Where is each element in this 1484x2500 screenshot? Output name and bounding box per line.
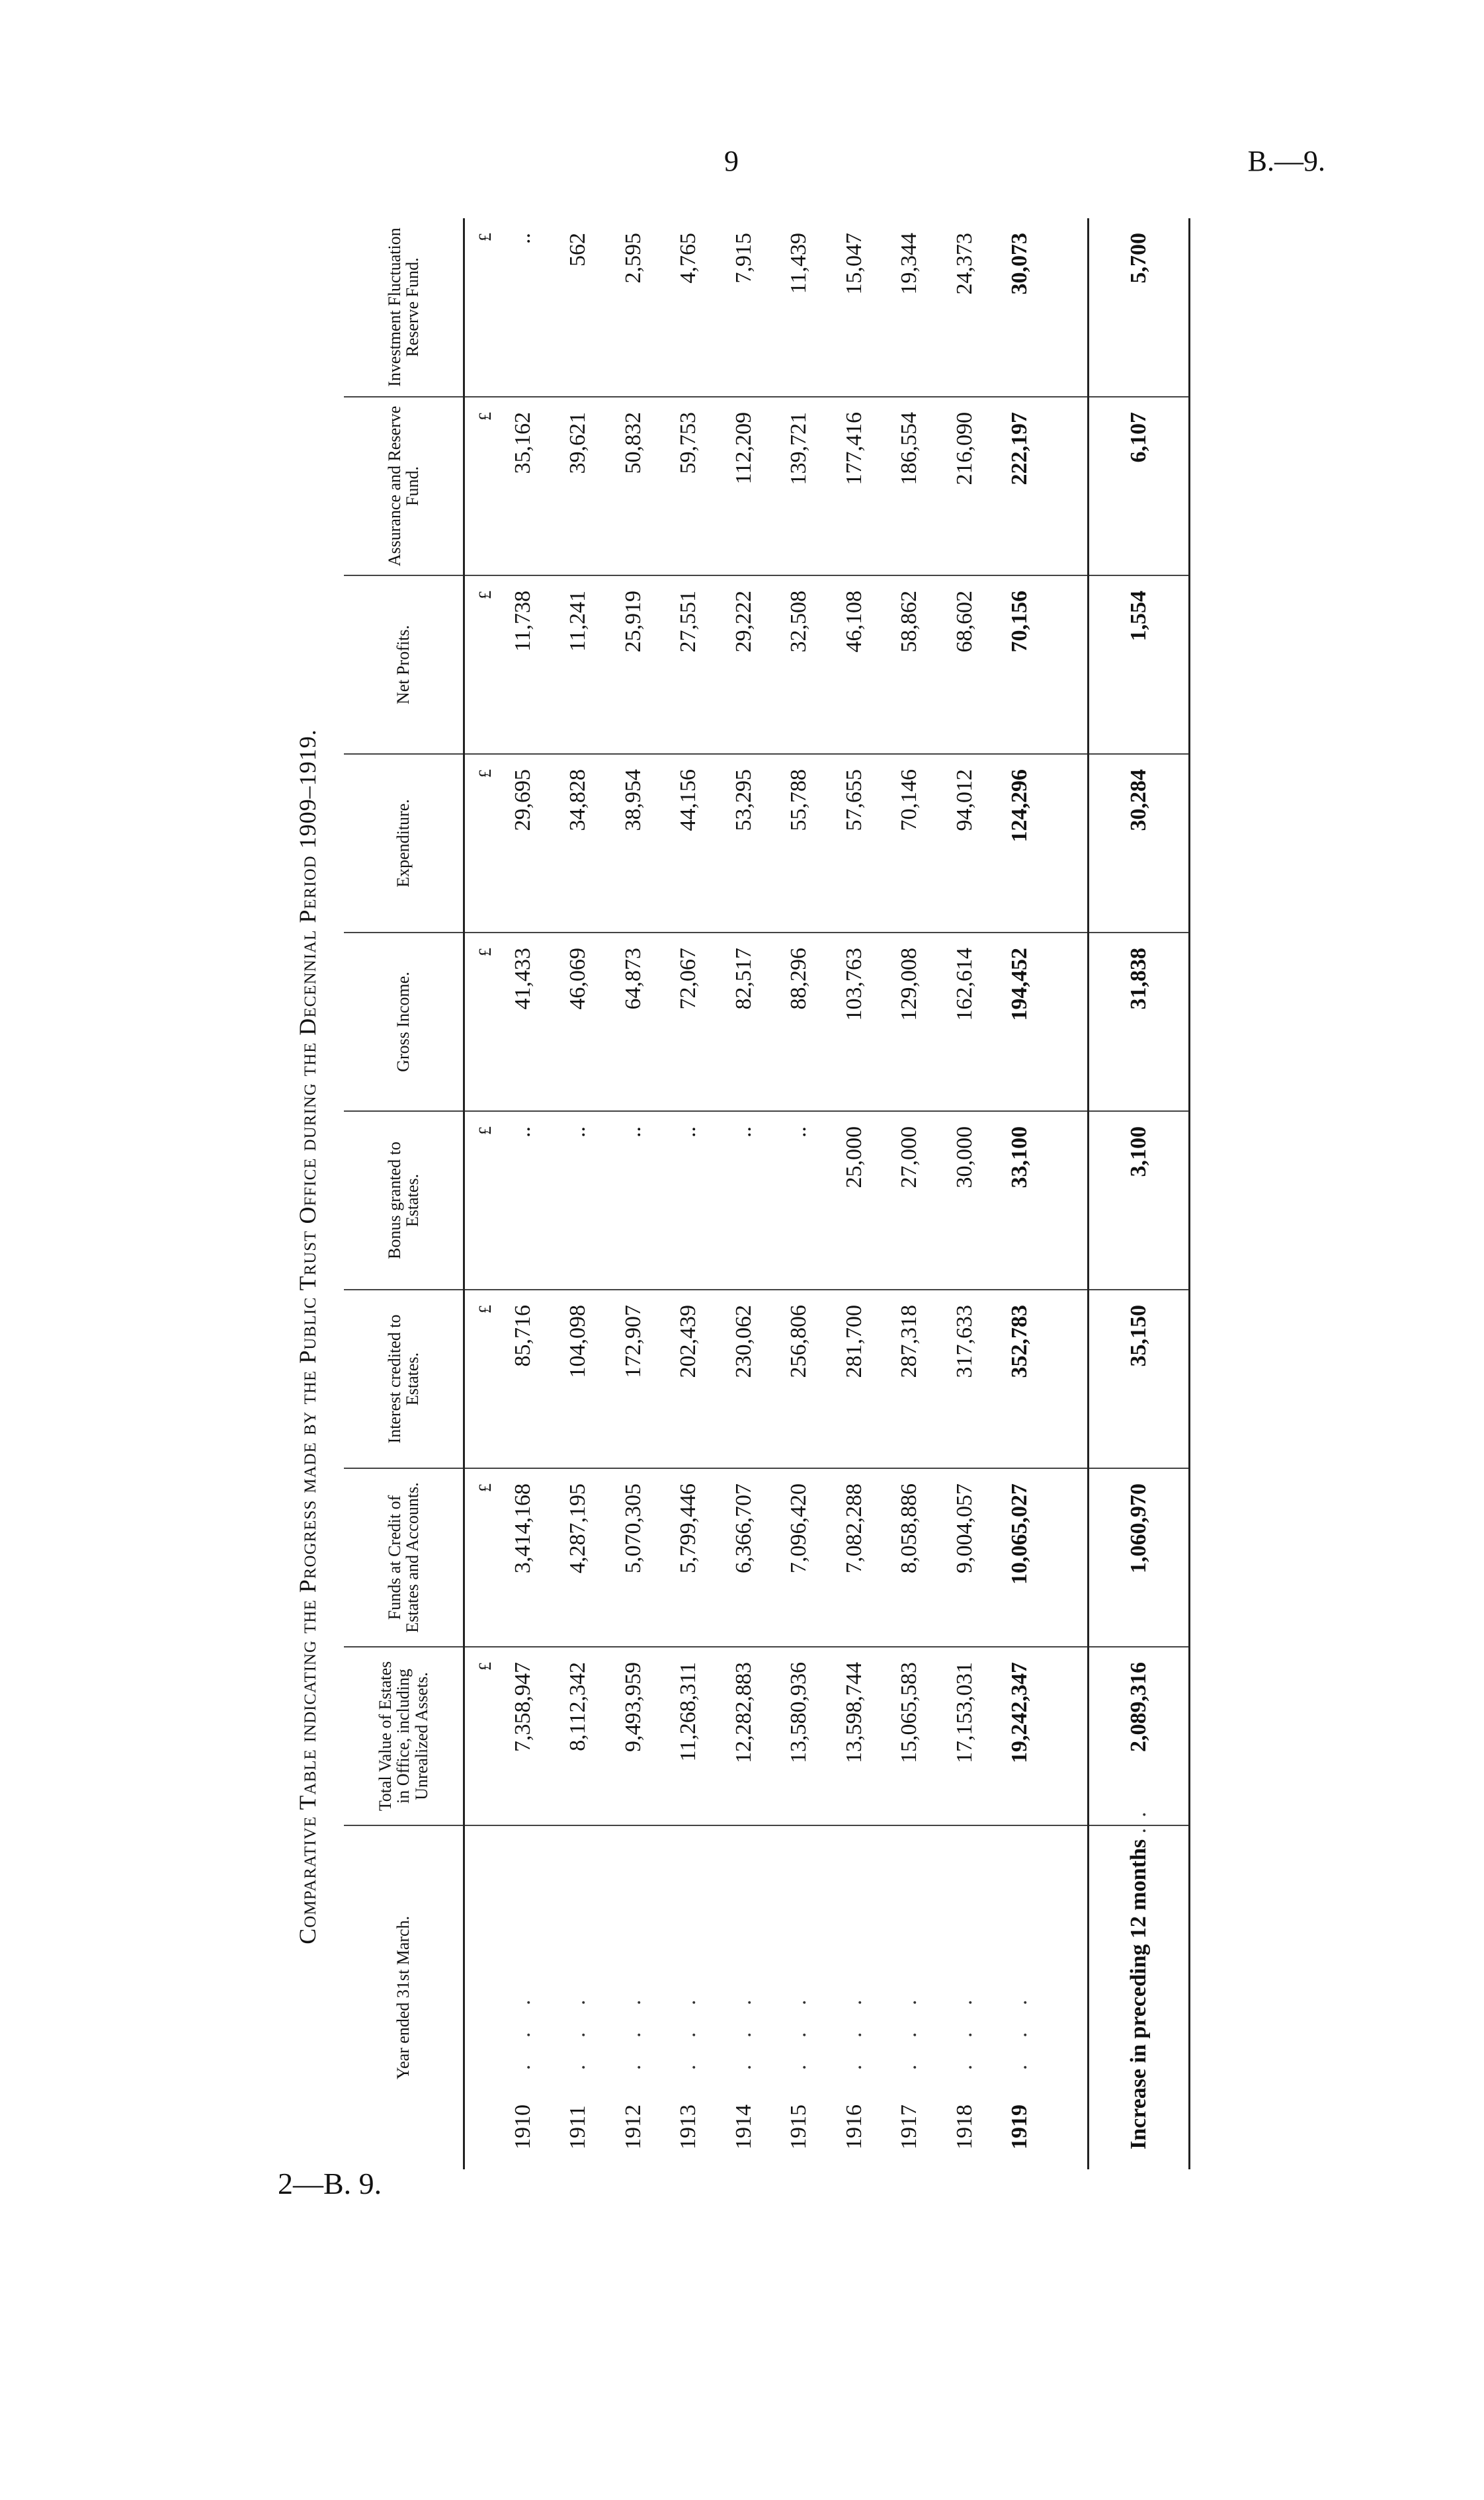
year-cell <box>882 1825 937 2169</box>
increase-funds-credit: 1,060,970 <box>1089 1468 1190 1647</box>
cell-expenditure: 70,146 <box>882 754 937 933</box>
increase-total-value: 2,089,316 <box>1089 1647 1190 1825</box>
cell-interest: 202,439 <box>661 1290 716 1468</box>
year-cell <box>550 1825 606 2169</box>
cell-net-profits: 11,738 <box>495 575 551 754</box>
col-header-assurance-reserve: Assurance and Reserve Fund. <box>344 397 464 575</box>
cell-assurance-reserve: 39,621 <box>550 397 606 575</box>
increase-assurance-reserve: 6,107 <box>1089 397 1190 575</box>
cell-assurance-reserve: 222,197 <box>992 397 1048 575</box>
col-header-gross-income: Gross Income. <box>344 933 464 1111</box>
year-cell <box>992 1825 1048 2169</box>
leader-dots: . . . <box>1007 1989 1032 2070</box>
increase-interest: 35,150 <box>1089 1290 1190 1468</box>
cell-funds-credit: 6,366,707 <box>716 1468 772 1647</box>
cell-interest: 85,716 <box>495 1290 551 1468</box>
cell-assurance-reserve: 112,209 <box>716 397 772 575</box>
cell-gross-income: 162,614 <box>937 933 993 1111</box>
table-row <box>606 218 661 2169</box>
cell-investment-reserve: 4,765 <box>661 218 716 397</box>
cell-expenditure: 29,695 <box>495 754 551 933</box>
cell-net-profits: 46,108 <box>827 575 882 754</box>
unit-cell: £ <box>464 397 495 575</box>
cell-interest: 172,907 <box>606 1290 661 1468</box>
col-header-total-value: Total Value of Estates in Office, including Unrealized Assets. <box>344 1647 464 1825</box>
cell-bonus: 30,000 <box>937 1111 993 1290</box>
col-header-net-profits: Net Profits. <box>344 575 464 754</box>
cell-assurance-reserve: 186,554 <box>882 397 937 575</box>
leader-dots: .. <box>1126 1801 1151 1834</box>
table-title <box>294 312 321 2362</box>
cell-total-value: 19,242,347 <box>992 1647 1048 1825</box>
cell-expenditure: 124,296 <box>992 754 1048 933</box>
unit-row <box>464 218 495 2169</box>
cell-interest: 256,806 <box>771 1290 827 1468</box>
cell-investment-reserve: 19,344 <box>882 218 937 397</box>
cell-expenditure: 94,012 <box>937 754 993 933</box>
table-body <box>464 218 1048 2169</box>
cell-bonus: .. <box>661 1111 716 1290</box>
unit-cell: £ <box>464 933 495 1111</box>
cell-gross-income: 194,452 <box>992 933 1048 1111</box>
cell-expenditure: 44,156 <box>661 754 716 933</box>
cell-gross-income: 82,517 <box>716 933 772 1111</box>
cell-interest: 287,318 <box>882 1290 937 1468</box>
leader-dots: . . . <box>897 1989 922 2070</box>
cell-expenditure: 34,828 <box>550 754 606 933</box>
year-label: 1916 <box>841 2104 866 2149</box>
leader-dots: . . . <box>510 1989 535 2070</box>
cell-net-profits: 27,551 <box>661 575 716 754</box>
increase-net-profits: 1,554 <box>1089 575 1190 754</box>
cell-interest: 317,633 <box>937 1290 993 1468</box>
leader-dots: . . . <box>676 1989 701 2070</box>
year-label: 1910 <box>510 2104 535 2149</box>
cell-interest: 230,062 <box>716 1290 772 1468</box>
cell-funds-credit: 7,082,288 <box>827 1468 882 1647</box>
cell-expenditure: 38,954 <box>606 754 661 933</box>
cell-investment-reserve: 11,439 <box>771 218 827 397</box>
cell-assurance-reserve: 59,753 <box>661 397 716 575</box>
col-header-funds-credit: Funds at Credit of Estates and Accounts. <box>344 1468 464 1647</box>
rotated-table-container <box>344 218 1190 2169</box>
cell-funds-credit: 5,070,305 <box>606 1468 661 1647</box>
cell-total-value: 17,153,031 <box>937 1647 993 1825</box>
unit-cell: £ <box>464 754 495 933</box>
year-cell <box>716 1825 772 2169</box>
cell-expenditure: 55,788 <box>771 754 827 933</box>
progress-table <box>344 218 1190 2169</box>
leader-dots: . . . <box>841 1989 866 2070</box>
table-title-period: 1909–1919. <box>294 729 321 849</box>
year-label: 1912 <box>620 2104 645 2149</box>
cell-gross-income: 46,069 <box>550 933 606 1111</box>
cell-total-value: 13,598,744 <box>827 1647 882 1825</box>
year-label: 1917 <box>897 2104 922 2149</box>
increase-expenditure: 30,284 <box>1089 754 1190 933</box>
table-row <box>716 218 772 2169</box>
cell-bonus: .. <box>716 1111 772 1290</box>
cell-gross-income: 129,008 <box>882 933 937 1111</box>
year-cell <box>771 1825 827 2169</box>
table-row <box>937 218 993 2169</box>
cell-gross-income: 41,433 <box>495 933 551 1111</box>
cell-investment-reserve: 7,915 <box>716 218 772 397</box>
cell-funds-credit: 4,287,195 <box>550 1468 606 1647</box>
cell-net-profits: 58,862 <box>882 575 937 754</box>
cell-assurance-reserve: 139,721 <box>771 397 827 575</box>
increase-row <box>1089 218 1190 2169</box>
cell-funds-credit: 5,799,446 <box>661 1468 716 1647</box>
cell-net-profits: 11,241 <box>550 575 606 754</box>
header-row <box>344 218 464 2169</box>
cell-net-profits: 29,222 <box>716 575 772 754</box>
cell-total-value: 15,065,583 <box>882 1647 937 1825</box>
cell-bonus: 33,100 <box>992 1111 1048 1290</box>
cell-investment-reserve: 24,373 <box>937 218 993 397</box>
increase-label-cell <box>1089 1801 1190 2169</box>
cell-bonus: 25,000 <box>827 1111 882 1290</box>
table-title-text: Comparative Table indicating the Progress made by the Public Trust Office during the Decennial Period <box>294 855 321 1944</box>
table-row <box>661 218 716 2169</box>
unit-cell: £ <box>464 218 495 397</box>
leader-dots: . . . <box>620 1989 645 2070</box>
col-header-year: Year ended 31st March. <box>344 1825 464 2169</box>
unit-cell: £ <box>464 1468 495 1647</box>
table-row <box>495 218 551 2169</box>
cell-investment-reserve: 30,073 <box>992 218 1048 397</box>
unit-cell: £ <box>464 575 495 754</box>
unit-cell <box>464 1825 495 2169</box>
cell-net-profits: 68,602 <box>937 575 993 754</box>
table-row <box>827 218 882 2169</box>
leader-dots: . . . <box>952 1989 977 2070</box>
cell-bonus: .. <box>495 1111 551 1290</box>
cell-bonus: 27,000 <box>882 1111 937 1290</box>
cell-gross-income: 72,067 <box>661 933 716 1111</box>
year-label: 1914 <box>731 2104 756 2149</box>
cell-funds-credit: 10,065,027 <box>992 1468 1048 1647</box>
cell-gross-income: 88,296 <box>771 933 827 1111</box>
year-label: 1919 <box>1007 2104 1032 2149</box>
cell-funds-credit: 7,096,420 <box>771 1468 827 1647</box>
unit-cell: £ <box>464 1647 495 1825</box>
table-row <box>550 218 606 2169</box>
cell-investment-reserve: 2,595 <box>606 218 661 397</box>
table-row <box>992 218 1048 2169</box>
col-header-expenditure: Expenditure. <box>344 754 464 933</box>
increase-bonus: 3,100 <box>1089 1111 1190 1290</box>
cell-expenditure: 53,295 <box>716 754 772 933</box>
cell-total-value: 12,282,883 <box>716 1647 772 1825</box>
cell-investment-reserve: .. <box>495 218 551 397</box>
year-label: 1915 <box>786 2104 811 2149</box>
table-row <box>882 218 937 2169</box>
increase-investment-reserve: 5,700 <box>1089 218 1190 397</box>
year-cell <box>937 1825 993 2169</box>
document-reference: B.—9. <box>1247 145 1325 177</box>
year-cell <box>827 1825 882 2169</box>
cell-funds-credit: 9,004,057 <box>937 1468 993 1647</box>
cell-total-value: 7,358,947 <box>495 1647 551 1825</box>
leader-dots: . . . <box>786 1989 811 2070</box>
year-cell <box>606 1825 661 2169</box>
cell-assurance-reserve: 177,416 <box>827 397 882 575</box>
sheet-reference: 2—B. 9. <box>278 2167 382 2200</box>
cell-total-value: 9,493,959 <box>606 1647 661 1825</box>
cell-total-value: 8,112,342 <box>550 1647 606 1825</box>
spacer-row <box>1048 218 1089 2169</box>
cell-bonus: .. <box>771 1111 827 1290</box>
cell-funds-credit: 3,414,168 <box>495 1468 551 1647</box>
col-header-investment-reserve: Investment Fluctuation Reserve Fund. <box>344 218 464 397</box>
increase-label: Increase in preceding 12 months <box>1126 1839 1151 2149</box>
cell-net-profits: 32,508 <box>771 575 827 754</box>
cell-expenditure: 57,655 <box>827 754 882 933</box>
year-cell <box>661 1825 716 2169</box>
cell-interest: 104,098 <box>550 1290 606 1468</box>
cell-assurance-reserve: 216,090 <box>937 397 993 575</box>
cell-gross-income: 64,873 <box>606 933 661 1111</box>
cell-total-value: 13,580,936 <box>771 1647 827 1825</box>
cell-assurance-reserve: 35,162 <box>495 397 551 575</box>
cell-net-profits: 25,919 <box>606 575 661 754</box>
cell-investment-reserve: 562 <box>550 218 606 397</box>
cell-investment-reserve: 15,047 <box>827 218 882 397</box>
cell-gross-income: 103,763 <box>827 933 882 1111</box>
unit-cell: £ <box>464 1290 495 1468</box>
increase-gross-income: 31,838 <box>1089 933 1190 1111</box>
year-label: 1911 <box>565 2105 591 2149</box>
cell-assurance-reserve: 50,832 <box>606 397 661 575</box>
year-cell <box>495 1825 551 2169</box>
cell-interest: 352,783 <box>992 1290 1048 1468</box>
cell-net-profits: 70,156 <box>992 575 1048 754</box>
year-label: 1913 <box>676 2104 701 2149</box>
col-header-interest: Interest credited to Estates. <box>344 1290 464 1468</box>
cell-total-value: 11,268,311 <box>661 1647 716 1825</box>
cell-bonus: .. <box>606 1111 661 1290</box>
col-header-bonus: Bonus granted to Estates. <box>344 1111 464 1290</box>
unit-cell: £ <box>464 1111 495 1290</box>
cell-interest: 281,700 <box>827 1290 882 1468</box>
leader-dots: . . . <box>731 1989 756 2070</box>
leader-dots: . . . <box>565 1989 591 2070</box>
page-number: 9 <box>724 145 739 177</box>
year-label: 1918 <box>952 2104 977 2149</box>
cell-bonus: .. <box>550 1111 606 1290</box>
cell-funds-credit: 8,058,886 <box>882 1468 937 1647</box>
table-row <box>771 218 827 2169</box>
